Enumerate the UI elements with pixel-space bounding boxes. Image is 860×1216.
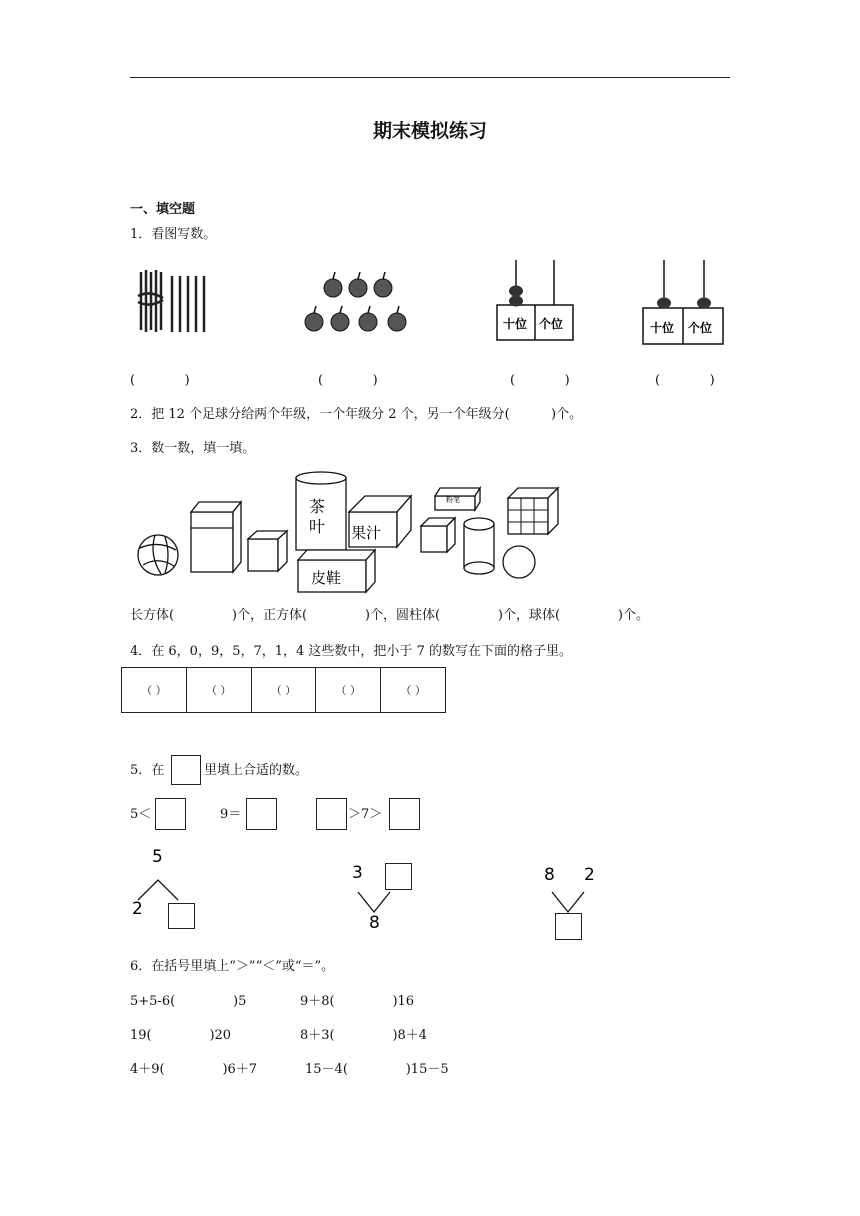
tens-label: 十位 — [503, 317, 528, 331]
answer-box — [171, 755, 201, 785]
grid-cell[interactable]: （ ） — [400, 684, 426, 697]
question-1: 1．看图写数。 — [130, 227, 217, 242]
bond-left-number: 2 — [132, 899, 143, 919]
answer-blank[interactable]: ( ) — [130, 373, 190, 388]
grid-cell[interactable]: （ ） — [252, 668, 317, 712]
answer-blank[interactable]: ( ) — [655, 373, 715, 388]
juice-label: 果汁 — [351, 524, 382, 542]
compare-row-3a: 4＋9( )6＋7 — [130, 1062, 258, 1077]
bond-top-number: 5 — [152, 847, 163, 867]
apples-image — [300, 262, 420, 347]
question-5-part-b: 里填上合适的数。 — [204, 763, 309, 778]
answer-blank[interactable]: ( ) — [318, 373, 378, 388]
answer-box[interactable] — [155, 798, 186, 830]
tea-label-2: 叶 — [309, 517, 326, 536]
compare-row-1a: 5+5-6( )5 — [130, 994, 247, 1009]
chalk-label: 粉笔 — [446, 496, 460, 504]
grid-cell[interactable]: （ ） — [122, 668, 187, 712]
compare-row-2b: 8＋3( )8＋4 — [300, 1028, 428, 1043]
page-title: 期末模拟练习 — [372, 120, 487, 142]
answer-box[interactable] — [555, 913, 582, 940]
inequality-1: 5＜ — [130, 807, 152, 822]
abacus-image-1 — [496, 260, 576, 345]
bond-bottom-number: 8 — [369, 913, 380, 933]
answer-box[interactable] — [246, 798, 277, 830]
abacus-image-2 — [642, 260, 726, 350]
equation-2: 9＝ — [220, 807, 242, 822]
bond-left-number: 8 — [544, 865, 555, 885]
tens-label: 十位 — [650, 321, 675, 335]
answer-grid — [121, 667, 446, 713]
compare-row-3b: 15－4( )15－5 — [305, 1062, 449, 1077]
grid-cell[interactable]: （ ） — [316, 668, 381, 712]
shapes-image — [135, 470, 565, 595]
ones-label: 个位 — [539, 317, 564, 331]
tea-label-1: 茶 — [309, 497, 326, 516]
question-3: 3．数一数，填一填。 — [130, 441, 256, 456]
sticks-image — [135, 268, 215, 338]
section-heading: 一、填空题 — [130, 202, 196, 217]
question-2: 2．把 12 个足球分给两个年级，一个年级分 2 个，另一个年级分( )个。 — [130, 407, 583, 422]
grid-cell[interactable]: （ ） — [187, 668, 252, 712]
inequality-3: ＞7＞ — [348, 807, 383, 822]
answer-box[interactable] — [385, 863, 412, 890]
answer-box[interactable] — [168, 903, 195, 929]
shoes-label: 皮鞋 — [311, 569, 342, 587]
bond-right-number: 2 — [584, 865, 595, 885]
question-5-part-a: 5．在 — [130, 763, 165, 778]
answer-box[interactable] — [316, 798, 347, 830]
compare-row-1b: 9＋8( )16 — [300, 994, 415, 1009]
question-3-answer: 长方体( )个，正方体( )个，圆柱体( )个，球体( )个。 — [130, 608, 649, 623]
ones-label: 个位 — [688, 321, 713, 335]
answer-box[interactable] — [389, 798, 420, 830]
top-rule — [130, 77, 730, 78]
compare-row-2a: 19( )20 — [130, 1028, 232, 1043]
answer-blank[interactable]: ( ) — [510, 373, 570, 388]
bond-left-number: 3 — [352, 863, 363, 883]
question-4: 4．在 6，0，9，5，7，1，4 这些数中，把小于 7 的数写在下面的格子里。 — [130, 644, 572, 659]
question-6: 6．在括号里填上“＞”“＜”或“＝”。 — [130, 959, 335, 974]
